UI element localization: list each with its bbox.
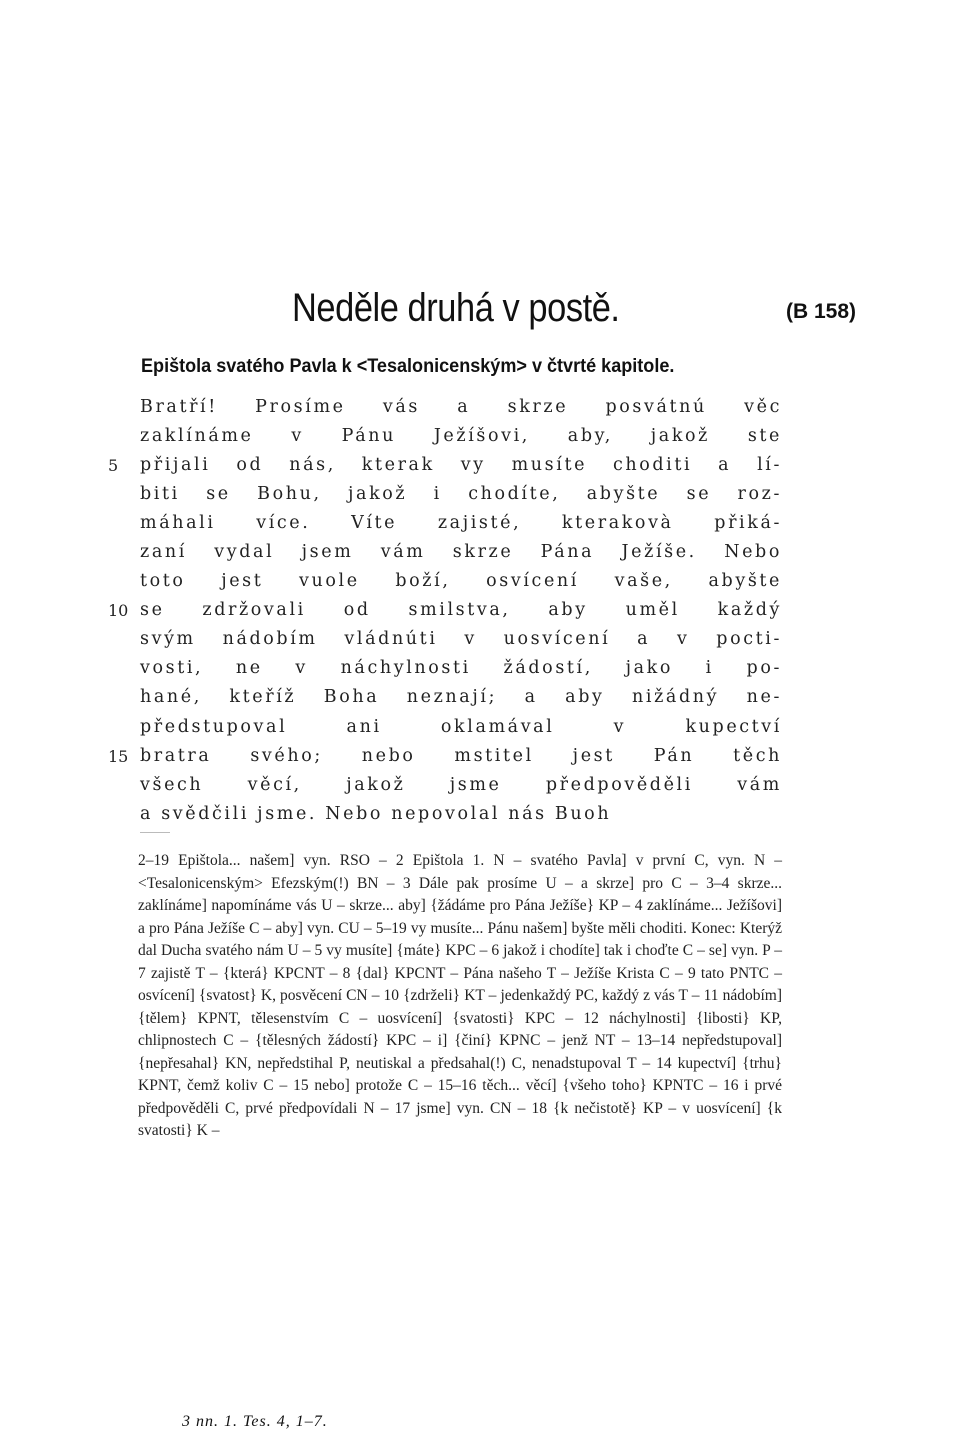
- text-line: [140, 683, 782, 712]
- line-text: máhali více. Víte zajisté, kterakovà přiká-: [140, 513, 782, 534]
- section-heading: Epištola svatého Pavla k <Tesalonicenským> v čtvrté kapitole.: [141, 356, 675, 377]
- line-text: přijali od nás, kterak vy musíte choditi a lí-: [140, 455, 782, 476]
- text-line: [140, 713, 782, 742]
- line-number: 10: [108, 601, 129, 621]
- footnote-reference: 3 nn. 1. Tes. 4, 1–7.: [182, 1413, 328, 1430]
- line-text: všech věcí, jakož jsme předpověděli vám: [140, 774, 782, 795]
- text-line: [140, 654, 782, 683]
- text-line: [140, 422, 782, 451]
- text-line: [108, 451, 782, 480]
- line-text: toto jest vuole boží, osvícení vaše, abyšte: [140, 571, 782, 592]
- running-head: [0, 286, 960, 336]
- text-line: [140, 509, 782, 538]
- line-text: Bratří! Prosíme vás a skrze posvátnú věc: [140, 397, 782, 417]
- text-line: [108, 742, 782, 771]
- line-text: bratra svého; nebo mstitel jest Pán těch: [140, 745, 782, 766]
- text-line: [140, 567, 782, 596]
- text-line: [140, 480, 782, 509]
- line-text: předstupoval ani oklamával v kupectví: [140, 716, 782, 737]
- apparatus-text: 2–19 Epištola... našem] vyn. RSO – 2 Epištola 1. N – svatého Pavla] v první C, vyn. N – <Tesalonicenským> Efezským(!) BN – 3 Dále pak prosíme U – a skrze] pro C – 3–4 skrze... zaklínáme] napomínáme vás U – skrze... aby] {žádáme pro Pána Ježíše} KP – 4 zaklínáme... Ježíšovi] a pro Pána Ježíše C – aby] vyn. CU – 5–19 vy musíte... Pánu našem] byšte měli choditi. Konec: Kterýž dal Ducha svatého nám U – 5 vy musíte] {máte} KPC – 6 jakož i chodíte] tak i choďte C – se] vyn. P – 7 zajistě T – {která} KPCNT – 8 {dal} KPCNT – Pána našeho T – Ježíše Krista C – 9 tato PNTC – osvícení] {svatost} K, posvěcení CN – 10 {zdrželi} KT – jedenkaždý PC, každý z vás T – 11 nádobím] {tělem} KPNT, tělesenstvím C – uosvícení] {svatosti} KPC – 12 náchylnosti] {libosti} KP, chlipnostech C – {tělesných žádostí} KPC – i] {činí} KPNC – jenž NT – 13–14 nepředstupoval] {nepřesahal} KN, nepředstihal P, neutiskal a předsahal(!) C, nenadstupoval T – 14 kupectví] {trhu} KPNT, čemž koliv C – 15 nebo] protože C – 15–16 těch... věcí] {všeho toho} KPNTC – 16 i prvé předpověděli C, prvé předpovídali N – 17 jsme] vyn. CN – 18 {k nečistotě} KP – v uosvícení] {k svatosti} K –: [138, 852, 782, 1139]
- text-line: [108, 596, 782, 625]
- line-text: hané, kteříž Boha neznají; a aby nižádný ne-: [140, 687, 782, 708]
- critical-apparatus: [138, 850, 782, 1143]
- line-text: biti se Bohu, jakož i chodíte, abyšte se roz-: [140, 484, 782, 505]
- text-line: [140, 393, 782, 422]
- text-line: [140, 771, 782, 800]
- page-reference: (B 158): [786, 300, 857, 323]
- main-text: [108, 393, 782, 829]
- text-line: [140, 800, 782, 829]
- line-text: vosti, ne v náchylnosti žádostí, jako i po-: [140, 658, 782, 679]
- line-text: svým nádobím vládnúti v uosvícení a v pocti-: [140, 629, 782, 650]
- text-line: [140, 538, 782, 567]
- line-text: a svědčili jsme. Nebo nepovolal nás Buoh: [140, 803, 612, 824]
- separator-rule: [140, 832, 170, 833]
- line-text: se zdržovali od smilstva, aby uměl každý: [140, 600, 782, 621]
- line-number: 5: [108, 456, 119, 476]
- line-text: zaní vydal jsem vám skrze Pána Ježíše. Nebo: [140, 542, 782, 563]
- line-text: zaklínáme v Pánu Ježíšovi, aby, jakož ste: [140, 426, 782, 447]
- text-line: [140, 625, 782, 654]
- running-title: Neděle druhá v postě.: [292, 286, 620, 330]
- line-number: 15: [108, 746, 129, 766]
